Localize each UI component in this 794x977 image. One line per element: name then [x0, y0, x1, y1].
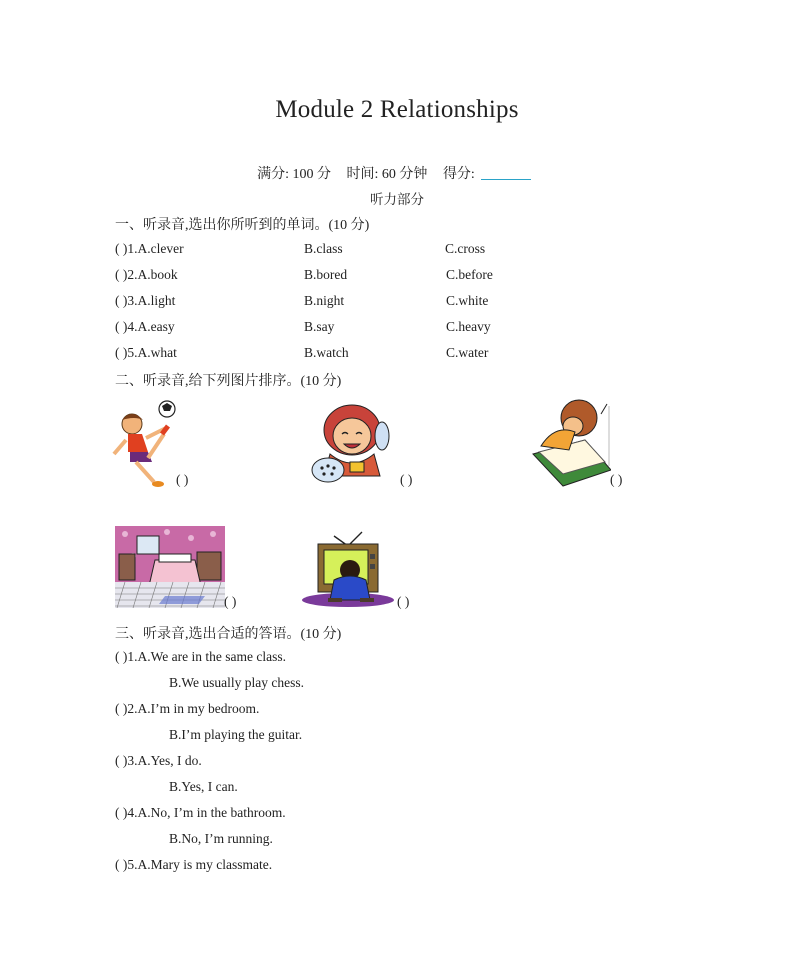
s1-q4-b[interactable]: B.say [304, 319, 335, 334]
section2-heading: 二、听录音,给下列图片排序。(10 分) [115, 374, 342, 389]
s3-q1-b[interactable]: B.We usually play chess. [169, 675, 305, 690]
listening-subtitle: 听力部分 [370, 192, 424, 207]
s3-q3-b[interactable]: B.Yes, I can. [169, 779, 238, 794]
page-title: Module 2 Relationships [275, 96, 519, 123]
s1-q5[interactable]: ( )5.A.what [115, 345, 177, 360]
score-header [0, 163, 794, 183]
s1-q4[interactable]: ( )4.A.easy [115, 319, 175, 334]
s1-q3-c[interactable]: C.white [446, 293, 489, 308]
boy-watching-tv-picture [298, 528, 398, 608]
s3-q3-a[interactable]: ( )3.A.Yes, I do. [115, 753, 202, 768]
s1-q1[interactable]: ( )1.A.clever [115, 241, 184, 256]
s1-q5-c[interactable]: C.water [446, 345, 489, 360]
s3-q5-a[interactable]: ( )5.A.Mary is my classmate. [115, 857, 273, 872]
s1-q2[interactable]: ( )2.A.book [115, 267, 178, 282]
s1-q4-c[interactable]: C.heavy [446, 319, 491, 334]
full-score: 满分: 100 分 [257, 167, 332, 182]
s2-pic4-answer[interactable]: ( ) [224, 594, 237, 609]
s1-q1-c[interactable]: C.cross [445, 241, 486, 256]
score-blank[interactable] [481, 165, 531, 180]
time-limit: 时间: 60 分钟 [346, 167, 428, 182]
girl-on-phone-picture [306, 402, 398, 488]
s1-q2-b[interactable]: B.bored [304, 267, 348, 282]
s3-q2-a[interactable]: ( )2.A.I’m in my bedroom. [115, 701, 260, 716]
s1-q3-b[interactable]: B.night [304, 293, 345, 308]
s3-q1-a[interactable]: ( )1.A.We are in the same class. [115, 649, 286, 664]
section3-heading: 三、听录音,选出合适的答语。(10 分) [115, 627, 342, 642]
section1-heading: 一、听录音,选出你所听到的单词。(10 分) [115, 218, 370, 233]
s2-pic3-answer[interactable]: ( ) [610, 472, 623, 487]
s3-q4-b[interactable]: B.No, I’m running. [169, 831, 273, 846]
child-writing-picture [531, 396, 611, 488]
bedroom-picture [115, 526, 225, 608]
s2-pic1-answer[interactable]: ( ) [176, 472, 189, 487]
s1-q3[interactable]: ( )3.A.light [115, 293, 176, 308]
s3-q4-a[interactable]: ( )4.A.No, I’m in the bathroom. [115, 805, 286, 820]
s2-pic5-answer[interactable]: ( ) [397, 594, 410, 609]
soccer-boy-picture [112, 398, 182, 490]
s1-q5-b[interactable]: B.watch [304, 345, 349, 360]
s3-q2-b[interactable]: B.I’m playing the guitar. [169, 727, 303, 742]
s2-pic2-answer[interactable]: ( ) [400, 472, 413, 487]
s1-q1-b[interactable]: B.class [304, 241, 343, 256]
s1-q2-c[interactable]: C.before [446, 267, 493, 282]
score-label: 得分: [443, 167, 537, 182]
